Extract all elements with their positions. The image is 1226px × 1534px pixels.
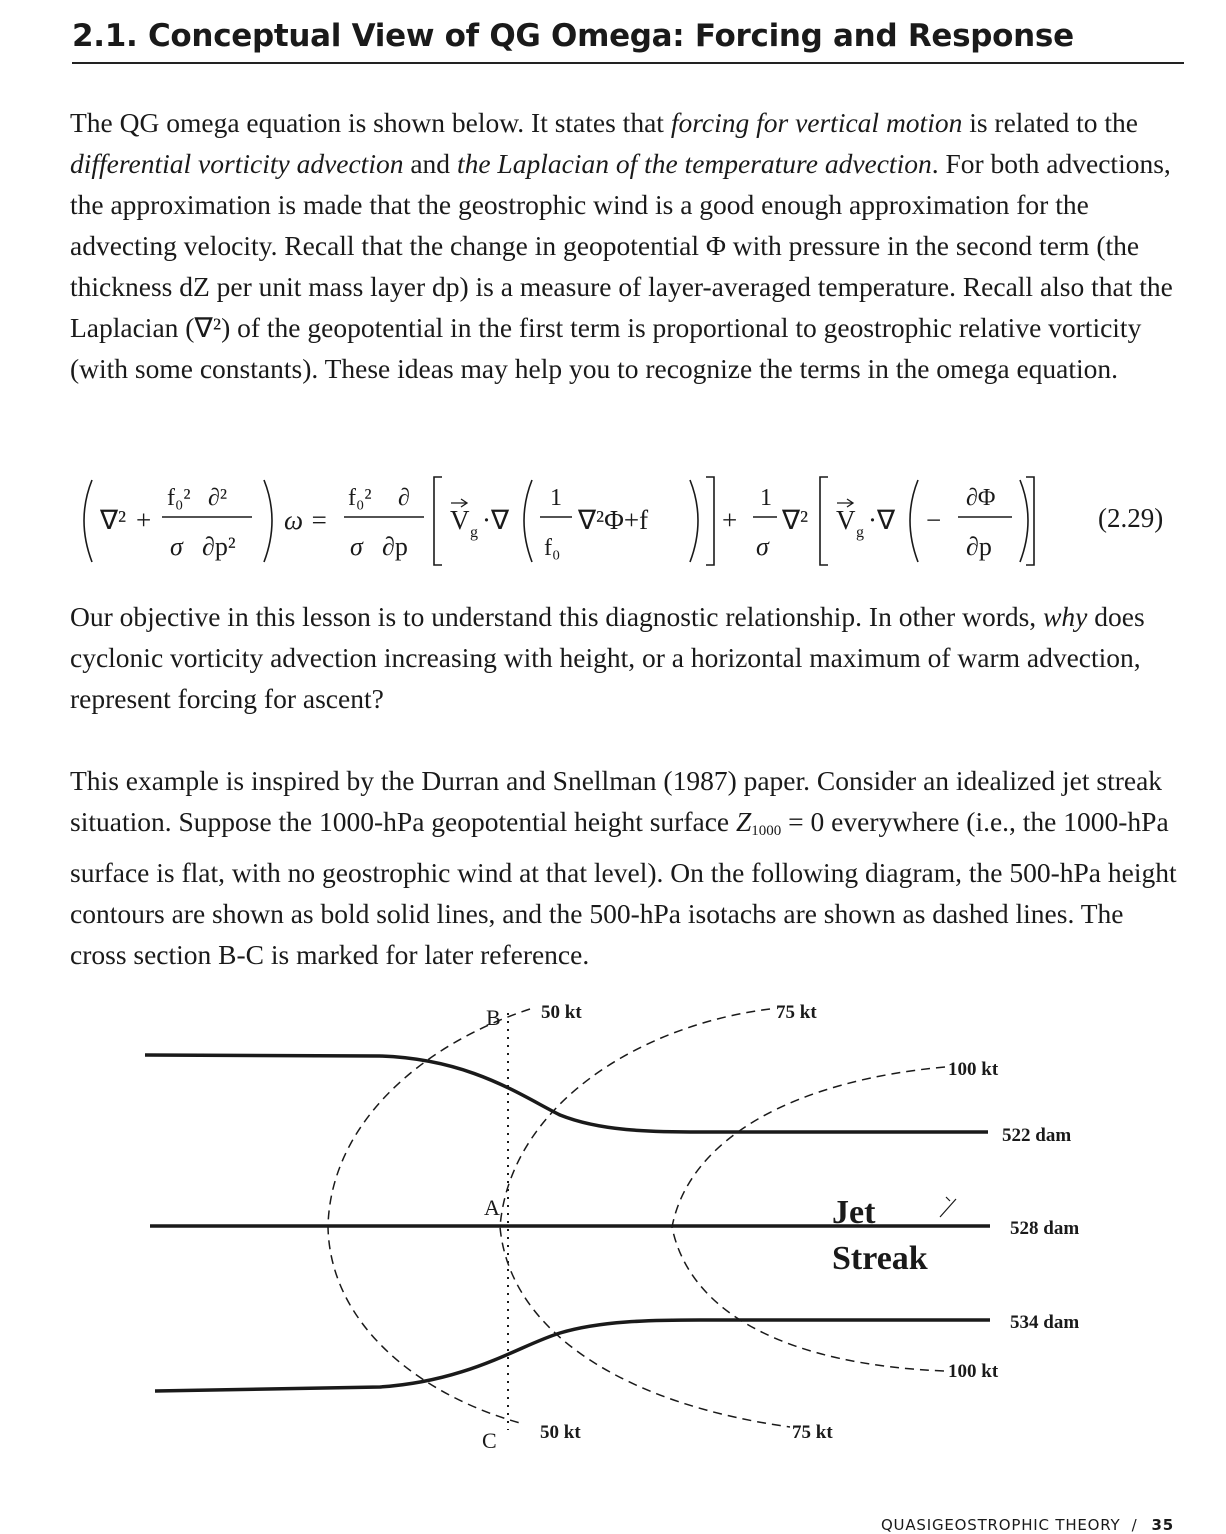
equation-number: (2.29) bbox=[1098, 503, 1164, 533]
page-footer: QUASIGEOSTROPHIC THEORY / 35 bbox=[880, 1516, 1174, 1534]
label-100kt-top: 100 kt bbox=[948, 1059, 999, 1080]
eq-nabla2: ∇² bbox=[100, 505, 127, 535]
eq-minus: − bbox=[926, 505, 942, 535]
eq-f0sq-1: f₀² bbox=[167, 485, 191, 511]
label-c: C bbox=[482, 1428, 497, 1453]
eq-vg-2: V bbox=[836, 505, 856, 535]
label-522-dam: 522 dam bbox=[1002, 1125, 1072, 1146]
label-534-dam: 534 dam bbox=[1010, 1312, 1080, 1333]
intro-paragraph: The QG omega equation is shown below. It states that forcing for vertical motion is related to the differential vorticity advection and the Laplacian of the temperature advection. For both advections, the approximation is made that the geostrophic wind is a good enough approximation for the advecting velocity. Recall that the change in geopotential Φ with pressure in the second term (the thickness dZ per unit mass layer dp) is a measure of layer-averaged temperature. Recall also that the Laplacian (∇²) of the geopotential in the first term is proportional to geostrophic relative vorticity (with some constants). These ideas may help you to recognize the terms in the omega equation. bbox=[70, 107, 1173, 384]
eq-d2: ∂² bbox=[208, 485, 228, 511]
label-b: B bbox=[486, 1005, 501, 1030]
eq-sigma-1: σ bbox=[170, 532, 183, 561]
label-50kt-bottom: 50 kt bbox=[540, 1422, 581, 1443]
contour-522-line bbox=[145, 1055, 988, 1132]
eq-dotnabla-2: ·∇ bbox=[868, 505, 896, 535]
eq-omega: ω = bbox=[284, 505, 329, 535]
qg-omega-equation bbox=[70, 465, 1180, 575]
eq-one-1: 1 bbox=[550, 485, 562, 511]
eq-plus-1: + bbox=[136, 505, 152, 535]
jet-streak-diagram bbox=[0, 985, 1226, 1460]
label-100kt-bottom: 100 kt bbox=[948, 1361, 999, 1382]
eq-vg-1: V bbox=[450, 505, 470, 535]
eq-dp-1: ∂p bbox=[382, 532, 408, 561]
label-75kt-top: 75 kt bbox=[776, 1002, 817, 1023]
label-a: A bbox=[484, 1195, 500, 1220]
label-50kt-top: 50 kt bbox=[541, 1002, 582, 1023]
section-title: 2.1. Conceptual View of QG Omega: Forcing and Response bbox=[72, 18, 1184, 64]
eq-dp-2: ∂p bbox=[966, 532, 992, 561]
page-number: 35 bbox=[1151, 1516, 1174, 1534]
label-jet: Jet bbox=[832, 1194, 876, 1231]
eq-d-1: ∂ bbox=[398, 485, 410, 511]
example-paragraph: This example is inspired by the Durran and Snellman (1987) paper. Consider an idealized jet streak situation. Suppose the 1000-hPa geopotential height surface $Z_{1000} = 0$ everywhere (i.e., the 1000-hPa surface is flat, with no geostrophic wind at that level). On the following diagram, the 500-hPa height contours are shown as bold solid lines, and the 500-hPa isotachs are shown as dashed lines. The cross section B-C is marked for later reference. bbox=[70, 765, 1177, 970]
eq-sigma-3: σ bbox=[756, 532, 769, 561]
isotach-75kt bbox=[500, 1009, 790, 1427]
eq-f0sq-2: f₀² bbox=[348, 485, 372, 511]
eq-plus-2: + bbox=[722, 505, 738, 535]
running-title: QUASIGEOSTROPHIC THEORY bbox=[880, 1516, 1121, 1534]
isotach-100kt bbox=[672, 1067, 945, 1371]
eq-one-2: 1 bbox=[760, 485, 772, 511]
eq-dotnabla-1: ·∇ bbox=[482, 505, 510, 535]
eq-nabla2phi-f: ∇²Φ+f bbox=[578, 505, 649, 535]
eq-dp2: ∂p² bbox=[202, 532, 236, 561]
eq-g-2: g bbox=[856, 524, 864, 541]
label-528-dam: 528 dam bbox=[1010, 1218, 1080, 1239]
label-75kt-bottom: 75 kt bbox=[792, 1422, 833, 1443]
eq-f0: f₀ bbox=[544, 535, 561, 561]
eq-sigma-2: σ bbox=[350, 532, 363, 561]
label-streak: Streak bbox=[832, 1240, 928, 1277]
objective-paragraph: Our objective in this lesson is to understand this diagnostic relationship. In other words, why does cyclonic vorticity advection increasing with height, or a horizontal maximum of warm advection, represent forcing for ascent? bbox=[70, 601, 1145, 714]
contour-534-line bbox=[155, 1320, 990, 1391]
eq-dphi: ∂Φ bbox=[966, 485, 996, 511]
eq-nabla2-2: ∇² bbox=[782, 505, 809, 535]
eq-g-1: g bbox=[470, 524, 478, 541]
